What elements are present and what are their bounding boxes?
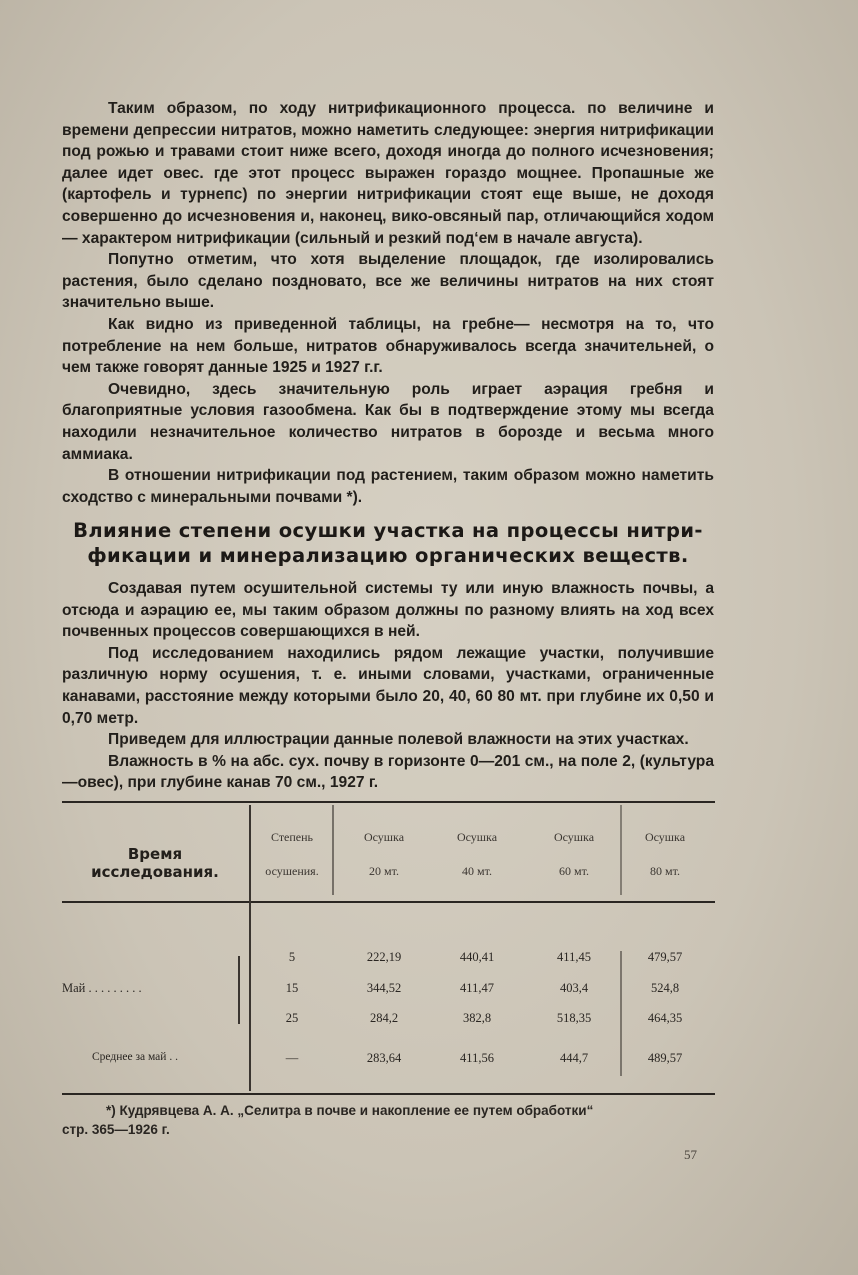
section-heading — [62, 518, 714, 568]
table-cell: 15 — [285, 981, 299, 995]
paragraph: Попутно отметим, что хотя выделение площадок, где изолировались растения, было сделано поздновато, все же величины нитратов на них стоят значительно выше. — [62, 251, 714, 312]
table-column-divider — [249, 805, 251, 1091]
body-text-top — [62, 98, 714, 508]
heading-line-1: Влияние степени осушки участка на процессы нитри- — [73, 519, 703, 542]
average-row-label: Среднее за май . . — [92, 1051, 178, 1063]
paragraph: Под исследованием находились рядом лежащие участки, получившие различную норму осушения, т. е. иными словами, участками, ограниченные канавами, расстояние между которыми было 20, 40, 60 80 мт. при глубине их 0,50 и 0,70 метр. — [62, 644, 714, 727]
table-cell: 518,35 — [556, 1011, 592, 1025]
table-cell: 403,4 — [559, 981, 589, 995]
col-header-40m: Осушка 40 мт. — [456, 830, 498, 878]
col-header-20m: Осушка 20 мт. — [363, 830, 405, 878]
table-cell: 464,35 — [647, 1011, 683, 1025]
paragraph: Создавая путем осушительной системы ту или иную влажность почвы, а отсюда и аэрацию ее, мы таким образом должны по разному влиять на ход всех почвенных процессов совершающихся в ней. — [62, 580, 714, 641]
table-cell: 344,52 — [366, 981, 402, 995]
moisture-table — [62, 801, 715, 1098]
page-number: 57 — [684, 1147, 697, 1162]
table-cell: 411,47 — [460, 981, 494, 995]
table-cell: 479,57 — [647, 950, 683, 964]
group-label-may: Май . . . . . . . . . — [62, 981, 142, 995]
table-cell: 411,45 — [557, 950, 591, 964]
table-cell: 411,56 — [460, 1051, 494, 1065]
table-brace-line — [238, 956, 240, 1024]
paragraph: Как видно из приведенной таблицы, на гребне— несмотря на то, что потребление на нем больше, нитратов обнаруживалось всегда значительней, о чем также говорят данные 1925 и 1927 г.г. — [62, 315, 714, 377]
heading-line-2: фикации и минерализацию органических веществ. — [87, 544, 689, 567]
table-cell: 444,7 — [559, 1051, 589, 1065]
table-bottom-rule — [62, 1093, 715, 1095]
footnote — [62, 1101, 722, 1139]
footnote-line-2: стр. 365—1926 г. — [62, 1122, 170, 1137]
table-cell: 284,2 — [369, 1011, 399, 1025]
paragraph: Приведем для иллюстрации данные полевой влажности на этих участках. — [108, 731, 689, 749]
table-cell: 25 — [285, 1011, 299, 1025]
col-header-60m: Осушка 60 мт. — [553, 830, 595, 878]
paragraph: В отношении нитрификации под растением, таким образом можно наметить сходство с минеральными почвами *). — [62, 467, 714, 506]
footnote-line-1: *) Кудрявцева А. А. „Селитра в почве и накопление ее путем обработки“ — [106, 1103, 594, 1118]
table-cell: 5 — [288, 950, 296, 964]
table-header-rule — [62, 901, 715, 903]
table-cell: 440,41 — [459, 950, 495, 964]
table-cell: 489,57 — [647, 1051, 683, 1065]
table-cell: 382,8 — [462, 1011, 492, 1025]
paragraph: Очевидно, здесь значительную роль играет аэрация гребня и благоприятные условия газообмена. Как бы в подтверждение этому мы всегда находили незначительное количество нитратов в борозде и весьма много аммиака. — [62, 380, 714, 463]
table-cell: 222,19 — [366, 950, 402, 964]
col-header-80m: Осушка 80 мт. — [644, 830, 686, 878]
paragraph: Таким образом, по ходу нитрификационного процесса. по величине и времени депрессии нитратов, можно наметить следующее: энергия нитрификации под рожью и травами стоит ниже всего, доходя иногда до полного исчезновения; далее идет овес. где этот процесс выражен гораздо мощнее. Пропашные же (картофель и турнепс) по энергии нитрификации стоят еще выше, не доходя совершенно до исчезновения и, наконец, вико-овсяный пар, отличающийся ходом— характером нитрификации (сильный и резкий под‘ем в начале августа). — [62, 100, 714, 247]
body-text-bottom — [62, 578, 714, 794]
table-top-rule — [62, 801, 715, 803]
col-header-degree: Степень осушения. — [265, 830, 319, 878]
table-cell: 524,8 — [650, 981, 680, 995]
row-header-label: Время исследования. — [91, 845, 219, 881]
table-cell: 283,64 — [366, 1051, 402, 1065]
paragraph: Влажность в % на абс. сух. почву в горизонте 0—201 см., на поле 2, (культура—овес), при глубине канав 70 см., 1927 г. — [62, 752, 714, 792]
table-cell: — — [285, 1051, 299, 1065]
